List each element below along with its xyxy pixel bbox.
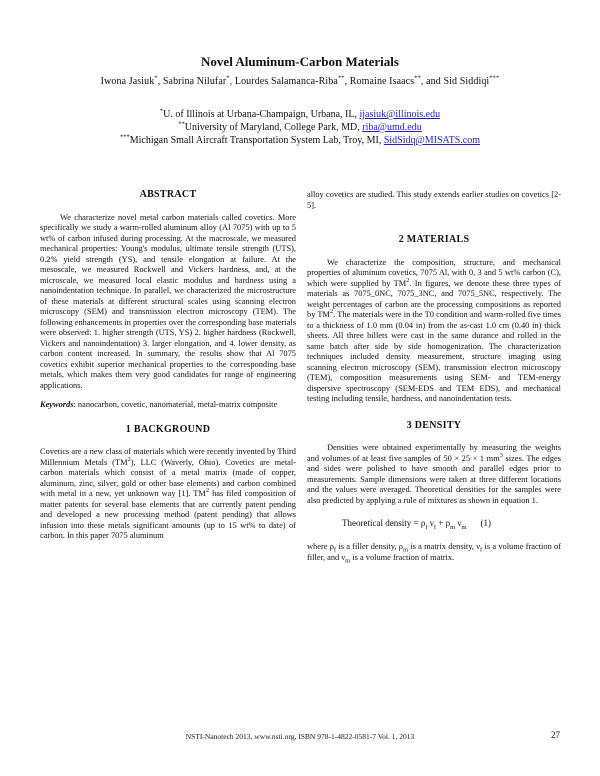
email-link[interactable]: SidSidq@MISATS.com xyxy=(383,135,480,146)
keywords: Keywords: nanocarbon, covetic, nanomaterial, metal-matrix composite xyxy=(40,400,278,409)
equation-number: (1) xyxy=(480,518,491,528)
background-body: Covetics are a new class of materials which were recently invented by Third Millennium Metals $(TM^2)$, LLC (Waverly, Ohio). Covetics are metal-carbon materials which consist of a metal matrix (made of copper, aluminum, zinc, silver, gold or other base elements) and carbon combined with metal in a new, yet unknown way [1]. $TM^2$ has filed composition of matter patents for several base elements that are currently patent pending and developed a new processing method (patent pending) that allows infusion into these metals significant amounts (up to 15 wt% to date) of carbon. In this paper 7075 aluminum xyxy=(40,447,296,540)
right-column xyxy=(307,190,561,563)
density-heading: 3 DENSITY xyxy=(406,419,462,431)
density-body: Densities were obtained experimentally by measuring the weights and volumes of at least five samples of 50 × 25 × 1 $mm^3$ sizes. The edges and sides were polished to have smooth and parallel edges prior to measurements. Sample dimensions were taken at three different locations and the values were averaged. Theoretical densities for the samples were also predicted by applying a rule of mixtures as shown in equation 1. xyxy=(307,443,562,505)
abstract-heading: ABSTRACT xyxy=(139,189,197,200)
materials-body: We characterize the composition, structure, and mechanical properties of aluminum covetics, 7075 Al, with 0, 3 and 5 wt% carbon (C), which were supplied by $TM^2$. In figures, we denote these three types of materials as 7075_0NC, 7075_3NC, and 7075_5NC, respectively. The weight percentages of carbon are the processing compositions as reported by $TM^2$. The materials were in the T0 condition and warm-rolled five times to a thickness of 1.0 mm (0.04 in) from the as-cast 1.0 cm (0.40 in) thick sheets. All three billets were cast in the same durance and rolled in the same batch after side by side homogenization. The characterization techniques included density measurement, structure imaging using scanning electron microscopy (SEM), transmission electron microscopy (TEM), composition measurements using SEM- and TEM-energy dispersive spectroscopy (SEM-EDS and TEM EDS), and mechanical testing including tensile, hardness, and nanoindentation tests. xyxy=(307,257,561,403)
affiliation-3: ***Michigan Small Aircraft Transportation System Lab, Troy, MI, SidSidq@MISATS.com xyxy=(120,133,480,146)
paper-title: Novel Aluminum-Carbon Materials xyxy=(201,54,399,69)
author-name: , Lourdes Salamanca-Riba xyxy=(229,76,338,87)
author-name: , Romaine Isaacs xyxy=(344,76,415,87)
author-name: , and Sid Siddiqi xyxy=(420,76,490,87)
page-number: 27 xyxy=(551,730,560,740)
affiliation-1: *U. of Illinois at Urbana-Champaign, Urbana, IL, ijasiuk@illinois.edu xyxy=(159,107,441,120)
affiliation-2: **University of Maryland, College Park, MD, riba@umd.edu xyxy=(178,120,422,133)
left-column xyxy=(40,190,296,542)
background-continued: alloy covetics are studied. This study extends earlier studies on covetics [2-5]. xyxy=(307,190,561,210)
materials-heading: 2 MATERIALS xyxy=(398,234,470,245)
footer-citation: NSTI-Nanotech 2013, www.nsti.org, ISBN 978-1-4822-0581-7 Vol. 1, 2013 xyxy=(185,732,415,741)
email-link[interactable]: riba@umd.edu xyxy=(362,122,422,133)
density-after-equation: where $\rho_f$ is a filler density, $\rho_m$ is a matrix density, $\nu_f$ is a volume fraction of filler, and $\nu_m$ is a volume fraction of matrix. xyxy=(307,542,562,565)
author-name: Iwona Jasiuk xyxy=(100,76,155,87)
author-name: , Sabrina Nilufar xyxy=(157,76,227,87)
equation-1 xyxy=(307,518,561,532)
email-link[interactable]: ijasiuk@illinois.edu xyxy=(359,109,441,120)
background-heading: 1 BACKGROUND xyxy=(125,423,211,435)
abstract-body: We characterize novel metal carbon materials called covetics. More specifically we study a warm-rolled aluminum alloy (Al 7075) with up to 5 wt% of carbon infused during processing. At the macroscale, we measured mechanical properties: Young's modulus, ultimate tensile strength (UTS), 0.2% yield strength (YS), and tensile elongation at failure. At the mesoscale, we measured Rockwell and Vickers hardness, and, at the microscale, we measured local elastic modulus and hardness using a nanoindentation technique. In parallel, we characterized the microstructure of these materials at different structural scales using scanning electron microscopy (SEM) and transmission electron microscopy (TEM). The following enhancements in properties over the corresponding base materials were observed: 1. higher strength (UTS, YS) 2. higher hardness (Rockwell, Vickers and nanoindentation) 3. larger elongation, and 4. lower density, as carbon content increased. In summary, the results show that Al 7075 covetics exhibit superior mechanical properties to the corresponding base metals, which makes them very good candidates for range of engineering applications. xyxy=(40,212,296,390)
equation-expression: Theoretical density = $\rho_f$ $\nu_f + \rho_m$ $\nu_m$ xyxy=(342,518,467,531)
author-list: Iwona Jasiuk*, Sabrina Nilufar*, Lourdes Salamanca-Riba**, Romaine Isaacs**, and Sid Siddiqi*** xyxy=(100,74,500,87)
